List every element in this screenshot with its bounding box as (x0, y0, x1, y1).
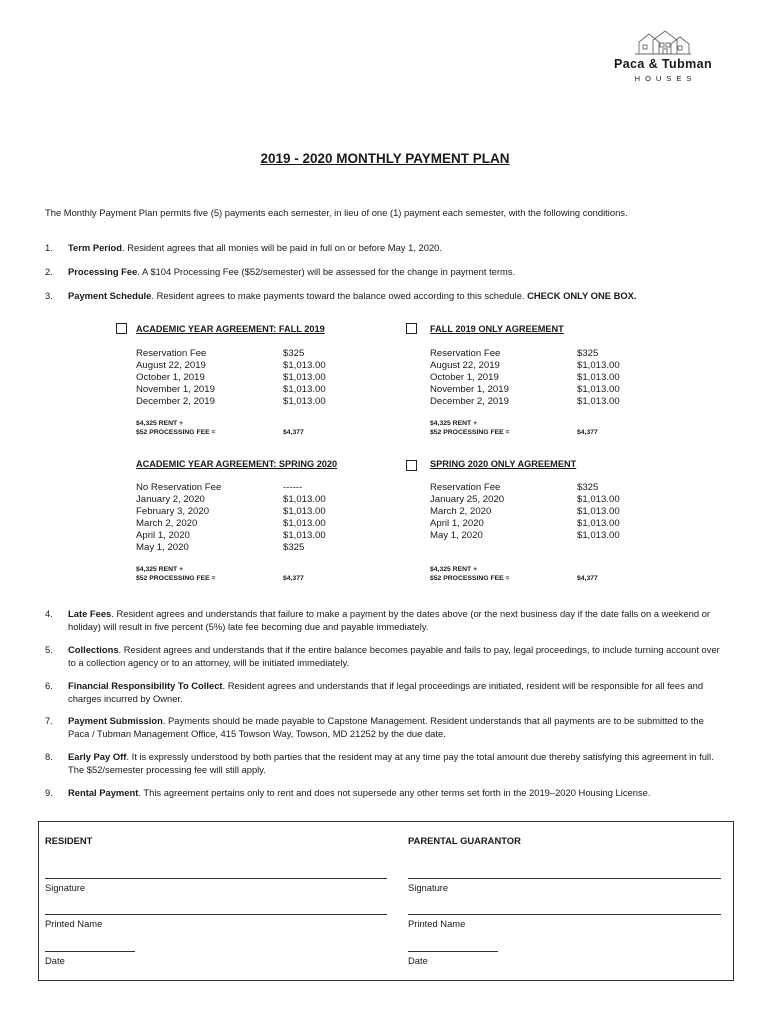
schedule-date: January 25, 2020 (430, 493, 505, 505)
schedule-row (136, 518, 326, 530)
schedule-amount: $325 (283, 348, 305, 359)
resident-printed-name-line[interactable] (45, 914, 387, 915)
schedule-amount: $1,013.00 (577, 517, 620, 529)
schedule-date: May 1, 2020 (136, 541, 189, 553)
schedule-row (136, 384, 326, 396)
item-heading: Financial Responsibility To Collect (68, 680, 223, 691)
plan-total-academic-spring-2020 (136, 565, 336, 583)
checkbox-spring-2020-only[interactable] (406, 460, 417, 471)
schedule-amount: $1,013.00 (283, 493, 326, 505)
schedule-amount: $1,013.00 (283, 517, 326, 529)
schedule-amount: $1,013.00 (577, 371, 620, 383)
item-number: 7. (45, 715, 53, 726)
schedule-date: August 22, 2019 (430, 359, 500, 371)
schedule-amount: $325 (577, 482, 599, 493)
schedule-date: December 2, 2019 (136, 395, 215, 407)
schedule-row (430, 518, 620, 530)
item-emphasis: CHECK ONLY ONE BOX. (527, 290, 637, 301)
plan-schedule-spring-2020-only (430, 482, 620, 542)
total-fee: $52 PROCESSING FEE = (136, 575, 216, 582)
schedule-date: November 1, 2019 (136, 383, 215, 395)
item-number: 4. (45, 608, 53, 619)
schedule-date: March 2, 2020 (136, 517, 198, 529)
item-number: 8. (45, 751, 53, 762)
item-number: 3. (45, 290, 53, 301)
item-heading: Payment Submission (68, 715, 163, 726)
list-item (45, 750, 725, 776)
schedule-row (430, 482, 620, 494)
schedule-row (430, 530, 620, 542)
guarantor-signature-line[interactable] (408, 878, 721, 879)
item-text: . It is expressly understood by both parties that the resident may at any time pay the total amount due thereby satisfying this agreement in full. The $52/semester processing fee will still apply. (68, 751, 714, 775)
list-item (45, 714, 725, 740)
list-item (45, 643, 725, 669)
schedule-row (430, 506, 620, 518)
total-value: $4,377 (283, 575, 304, 582)
schedule-amount: $1,013.00 (577, 493, 620, 505)
resident-date-label: Date (45, 955, 65, 966)
schedule-row (430, 348, 620, 360)
plan-schedule-academic-spring-2020 (136, 482, 326, 553)
list-item (45, 679, 725, 705)
schedule-amount: $1,013.00 (283, 505, 326, 517)
logo (598, 28, 728, 90)
schedule-date: October 1, 2019 (430, 371, 499, 383)
item-heading: Early Pay Off (68, 751, 127, 762)
plan-schedule-fall-2019-only (430, 348, 620, 408)
resident-heading: RESIDENT (45, 835, 93, 846)
total-rent: $4,325 RENT + (430, 566, 478, 573)
resident-signature-line[interactable] (45, 878, 387, 879)
plan-title-fall-2019-only: FALL 2019 ONLY AGREEMENT (430, 324, 564, 334)
schedule-row (430, 494, 620, 506)
list-item (45, 241, 725, 254)
schedule-date: January 2, 2020 (136, 493, 205, 505)
total-rent: $4,325 RENT + (136, 420, 184, 427)
total-value: $4,377 (283, 429, 304, 436)
schedule-date: April 1, 2020 (430, 517, 484, 529)
schedule-row (136, 396, 326, 408)
schedule-row (430, 372, 620, 384)
item-number: 1. (45, 242, 53, 253)
item-heading: Payment Schedule (68, 290, 152, 301)
total-value: $4,377 (577, 575, 598, 582)
signature-box (38, 821, 734, 981)
schedule-date: Reservation Fee (136, 348, 207, 359)
item-text: . Resident agrees to make payments toward the balance owed according to this schedule. (151, 290, 528, 301)
item-heading: Rental Payment (68, 787, 139, 798)
schedule-row (136, 494, 326, 506)
schedule-date: December 2, 2019 (430, 395, 509, 407)
item-number: 5. (45, 644, 53, 655)
plan-title-academic-spring-2020: ACADEMIC YEAR AGREEMENT: SPRING 2020 (136, 459, 338, 469)
page-title (0, 151, 770, 166)
item-text: . Resident agrees and understands that failure to make a payment by the dates above (or the next business day if the date falls on a weekend or holiday) will result in five percent (5%) late fee becoming due and payable immediately. (68, 608, 711, 632)
schedule-amount: $1,013.00 (283, 383, 326, 395)
schedule-date: March 2, 2020 (430, 505, 492, 517)
resident-signature-label: Signature (45, 882, 86, 893)
total-value: $4,377 (577, 429, 598, 436)
schedule-amount: ------ (283, 482, 303, 493)
list-item (45, 265, 725, 278)
schedule-date: October 1, 2019 (136, 371, 205, 383)
list-item (45, 607, 725, 633)
checkbox-academic-fall-2019[interactable] (116, 323, 127, 334)
schedule-amount: $1,013.00 (283, 395, 326, 407)
schedule-date: May 1, 2020 (430, 529, 483, 541)
houses-logo-icon (633, 28, 693, 56)
schedule-date: August 22, 2019 (136, 359, 206, 371)
total-fee: $52 PROCESSING FEE = (430, 575, 510, 582)
item-heading: Processing Fee (68, 266, 138, 277)
schedule-row (136, 348, 326, 360)
resident-date-line[interactable] (45, 951, 135, 952)
schedule-amount: $1,013.00 (283, 359, 326, 371)
schedule-date: February 3, 2020 (136, 505, 210, 517)
schedule-row (430, 396, 620, 408)
item-text: . Resident agrees that all monies will be paid in full on or before May 1, 2020. (122, 242, 442, 253)
logo-name: Paca & Tubman (613, 57, 713, 71)
item-number: 2. (45, 266, 53, 277)
schedule-row (136, 360, 326, 372)
schedule-amount: $1,013.00 (577, 383, 620, 395)
item-text: . A $104 Processing Fee ($52/semester) will be assessed for the change in payment terms. (137, 266, 516, 277)
schedule-date: November 1, 2019 (430, 383, 509, 395)
intro-text: The Monthly Payment Plan permits five (5) payments each semester, in lieu of one (1) payment each semester, with the following conditions. (45, 207, 628, 218)
schedule-amount: $1,013.00 (577, 529, 620, 541)
total-fee: $52 PROCESSING FEE = (136, 429, 216, 436)
item-text: . Resident agrees and understands that if legal proceedings are initiated, resident will be responsible for all fees and charges incurred by Owner. (68, 680, 704, 704)
schedule-amount: $1,013.00 (577, 505, 620, 517)
plan-title-academic-fall-2019: ACADEMIC YEAR AGREEMENT: FALL 2019 (136, 324, 325, 334)
resident-printed-name-label: Printed Name (45, 918, 103, 929)
item-number: 9. (45, 787, 53, 798)
list-item (45, 289, 725, 302)
total-fee: $52 PROCESSING FEE = (430, 429, 510, 436)
plan-total-spring-2020-only (430, 565, 630, 583)
item-heading: Collections (68, 644, 119, 655)
schedule-amount: $1,013.00 (577, 395, 620, 407)
schedule-date: No Reservation Fee (136, 482, 222, 493)
schedule-amount: $1,013.00 (283, 371, 326, 383)
guarantor-signature-label: Signature (408, 882, 449, 893)
guarantor-date-label: Date (408, 955, 428, 966)
schedule-date: Reservation Fee (430, 482, 501, 493)
schedule-amount: $1,013.00 (577, 359, 620, 371)
schedule-row (136, 542, 326, 554)
list-item (45, 786, 725, 799)
schedule-row (430, 360, 620, 372)
guarantor-printed-name-label: Printed Name (408, 918, 466, 929)
guarantor-printed-name-line[interactable] (408, 914, 721, 915)
checkbox-fall-2019-only[interactable] (406, 323, 417, 334)
guarantor-date-line[interactable] (408, 951, 498, 952)
plan-total-fall-2019-only (430, 419, 630, 437)
schedule-row (430, 384, 620, 396)
schedule-row (136, 482, 326, 494)
schedule-date: April 1, 2020 (136, 529, 190, 541)
plan-schedule-academic-fall-2019 (136, 348, 326, 408)
guarantor-heading: PARENTAL GUARANTOR (408, 835, 521, 846)
item-heading: Term Period (68, 242, 123, 253)
total-rent: $4,325 RENT + (430, 420, 478, 427)
total-rent: $4,325 RENT + (136, 566, 184, 573)
schedule-row (136, 372, 326, 384)
schedule-row (136, 506, 326, 518)
item-number: 6. (45, 680, 53, 691)
schedule-amount: $325 (283, 541, 305, 553)
logo-subtitle: HOUSES (634, 74, 697, 83)
plan-title-spring-2020-only: SPRING 2020 ONLY AGREEMENT (430, 459, 577, 469)
item-text: . Payments should be made payable to Capstone Management. Resident understands that all payments are to be submitted to the Paca / Tubman Management Office, 415 Towson Way, Towson, MD 21252 by the due date. (68, 715, 704, 739)
item-text: . This agreement pertains only to rent and does not supersede any other terms set forth in the 2019–2020 Housing License. (138, 787, 651, 798)
item-heading: Late Fees (68, 608, 112, 619)
schedule-amount: $325 (577, 348, 599, 359)
schedule-date: Reservation Fee (430, 348, 501, 359)
schedule-amount: $1,013.00 (283, 529, 326, 541)
plan-total-academic-fall-2019 (136, 419, 336, 437)
schedule-row (136, 530, 326, 542)
item-text: . Resident agrees and understands that if the entire balance becomes payable and fails to pay, legal proceedings, to include turning account over to a collection agency or to an attorney, will be initiated immediately. (68, 644, 720, 668)
page-title-text: 2019 - 2020 MONTHLY PAYMENT PLAN (260, 151, 510, 166)
